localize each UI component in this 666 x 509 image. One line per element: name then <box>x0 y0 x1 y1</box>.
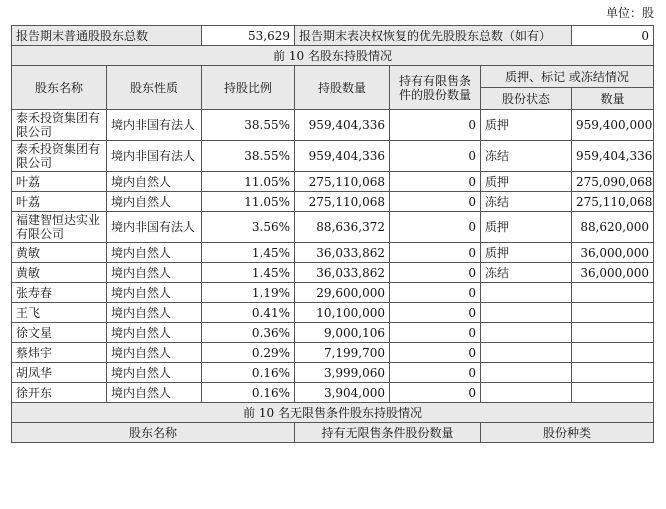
cell-nature: 境内自然人 <box>107 303 202 323</box>
cell-restricted: 0 <box>390 343 481 363</box>
cell-name: 蔡炜宇 <box>12 343 107 363</box>
cell-ratio: 0.16% <box>202 363 295 383</box>
cell-qty <box>572 343 654 363</box>
cell-nature: 境内非国有法人 <box>107 110 202 141</box>
cell-restricted: 0 <box>390 323 481 343</box>
cell-ratio: 1.45% <box>202 243 295 263</box>
col-header-ratio: 持股比例 <box>202 66 295 110</box>
cell-qty <box>572 383 654 403</box>
cell-qty: 275,110,068 <box>572 192 654 212</box>
common-holders-value: 53,629 <box>202 26 295 46</box>
table-row <box>12 192 654 212</box>
cell-ratio: 0.36% <box>202 323 295 343</box>
cell-qty: 959,400,000 <box>572 110 654 141</box>
col-header-name: 股东名称 <box>12 66 107 110</box>
cell-qty: 36,000,000 <box>572 243 654 263</box>
cell-name: 叶荔 <box>12 192 107 212</box>
col-header-restricted: 持有有限售条件的股份数量 <box>390 66 481 110</box>
unit-label: 单位：股 <box>605 6 654 20</box>
header-row-1 <box>12 66 654 88</box>
cell-count: 88,636,372 <box>295 212 390 243</box>
cell-nature: 境内自然人 <box>107 192 202 212</box>
cell-name: 泰禾投资集团有限公司 <box>12 110 107 141</box>
cell-count: 959,404,336 <box>295 110 390 141</box>
cell-ratio: 1.19% <box>202 283 295 303</box>
cell-count: 36,033,862 <box>295 243 390 263</box>
cell-status: 冻结 <box>481 141 572 172</box>
cell-ratio: 11.05% <box>202 172 295 192</box>
table-row <box>12 243 654 263</box>
cell-qty <box>572 323 654 343</box>
cell-status: 冻结 <box>481 192 572 212</box>
cell-status <box>481 383 572 403</box>
cell-restricted: 0 <box>390 192 481 212</box>
cell-name: 王飞 <box>12 303 107 323</box>
unrestricted-title: 前 10 名无限售条件股东持股情况 <box>12 403 654 423</box>
cell-count: 275,110,068 <box>295 192 390 212</box>
cell-status <box>481 323 572 343</box>
table-row <box>12 110 654 141</box>
cell-status: 质押 <box>481 172 572 192</box>
cell-count: 9,000,106 <box>295 323 390 343</box>
table-row <box>12 212 654 243</box>
cell-qty <box>572 303 654 323</box>
table-row <box>12 141 654 172</box>
cell-name: 张寿春 <box>12 283 107 303</box>
cell-count: 959,404,336 <box>295 141 390 172</box>
cell-count: 10,100,000 <box>295 303 390 323</box>
table-row <box>12 172 654 192</box>
cell-restricted: 0 <box>390 303 481 323</box>
cell-status: 质押 <box>481 110 572 141</box>
cell-restricted: 0 <box>390 141 481 172</box>
top10-title: 前 10 名股东持股情况 <box>12 46 654 66</box>
cell-ratio: 0.29% <box>202 343 295 363</box>
unrestricted-col-type: 股份种类 <box>481 423 654 443</box>
cell-name: 胡凤华 <box>12 363 107 383</box>
col-header-status: 股份状态 <box>481 88 572 110</box>
cell-qty: 36,000,000 <box>572 263 654 283</box>
cell-name: 泰禾投资集团有限公司 <box>12 141 107 172</box>
cell-ratio: 11.05% <box>202 192 295 212</box>
cell-count: 3,999,060 <box>295 363 390 383</box>
cell-qty <box>572 283 654 303</box>
table-row <box>12 343 654 363</box>
col-header-count: 持股数量 <box>295 66 390 110</box>
cell-restricted: 0 <box>390 363 481 383</box>
cell-nature: 境内非国有法人 <box>107 212 202 243</box>
cell-ratio: 38.55% <box>202 110 295 141</box>
cell-nature: 境内自然人 <box>107 363 202 383</box>
shareholder-table <box>11 25 654 443</box>
cell-restricted: 0 <box>390 243 481 263</box>
cell-ratio: 0.16% <box>202 383 295 403</box>
cell-nature: 境内自然人 <box>107 283 202 303</box>
cell-status <box>481 343 572 363</box>
cell-restricted: 0 <box>390 212 481 243</box>
cell-name: 叶荔 <box>12 172 107 192</box>
cell-restricted: 0 <box>390 110 481 141</box>
cell-qty: 88,620,000 <box>572 212 654 243</box>
col-header-nature: 股东性质 <box>107 66 202 110</box>
cell-nature: 境内非国有法人 <box>107 141 202 172</box>
table-row <box>12 263 654 283</box>
cell-name: 徐文星 <box>12 323 107 343</box>
summary-row <box>12 26 654 46</box>
cell-nature: 境内自然人 <box>107 243 202 263</box>
cell-restricted: 0 <box>390 263 481 283</box>
col-header-pledge-group: 质押、标记 或冻结情况 <box>481 66 654 88</box>
cell-restricted: 0 <box>390 283 481 303</box>
table-row <box>12 323 654 343</box>
cell-status <box>481 303 572 323</box>
unrestricted-col-name: 股东名称 <box>12 423 295 443</box>
top10-title-row <box>12 46 654 66</box>
cell-status: 质押 <box>481 243 572 263</box>
cell-status: 质押 <box>481 212 572 243</box>
preferred-holders-value: 0 <box>572 26 654 46</box>
cell-status <box>481 283 572 303</box>
cell-nature: 境内自然人 <box>107 172 202 192</box>
unrestricted-header-row <box>12 423 654 443</box>
cell-ratio: 3.56% <box>202 212 295 243</box>
table-row <box>12 363 654 383</box>
cell-name: 徐开东 <box>12 383 107 403</box>
cell-nature: 境内自然人 <box>107 383 202 403</box>
cell-count: 7,199,700 <box>295 343 390 363</box>
cell-status <box>481 363 572 383</box>
cell-count: 3,904,000 <box>295 383 390 403</box>
table-row <box>12 383 654 403</box>
cell-ratio: 1.45% <box>202 263 295 283</box>
cell-restricted: 0 <box>390 172 481 192</box>
cell-ratio: 38.55% <box>202 141 295 172</box>
cell-name: 黄敏 <box>12 243 107 263</box>
preferred-holders-label: 报告期末表决权恢复的优先股股东总数（如有） <box>295 26 572 46</box>
cell-nature: 境内自然人 <box>107 263 202 283</box>
table-row <box>12 303 654 323</box>
cell-status: 冻结 <box>481 263 572 283</box>
cell-restricted: 0 <box>390 383 481 403</box>
cell-qty: 275,090,068 <box>572 172 654 192</box>
col-header-qty: 数量 <box>572 88 654 110</box>
table-row <box>12 283 654 303</box>
cell-count: 275,110,068 <box>295 172 390 192</box>
unrestricted-title-row <box>12 403 654 423</box>
cell-name: 福建智恒达实业有限公司 <box>12 212 107 243</box>
unrestricted-col-qty: 持有无限售条件股份数量 <box>295 423 481 443</box>
cell-count: 36,033,862 <box>295 263 390 283</box>
cell-name: 黄敏 <box>12 263 107 283</box>
common-holders-label: 报告期末普通股股东总数 <box>12 26 202 46</box>
cell-qty: 959,404,336 <box>572 141 654 172</box>
cell-ratio: 0.41% <box>202 303 295 323</box>
cell-nature: 境内自然人 <box>107 343 202 363</box>
cell-nature: 境内自然人 <box>107 323 202 343</box>
cell-qty <box>572 363 654 383</box>
cell-count: 29,600,000 <box>295 283 390 303</box>
